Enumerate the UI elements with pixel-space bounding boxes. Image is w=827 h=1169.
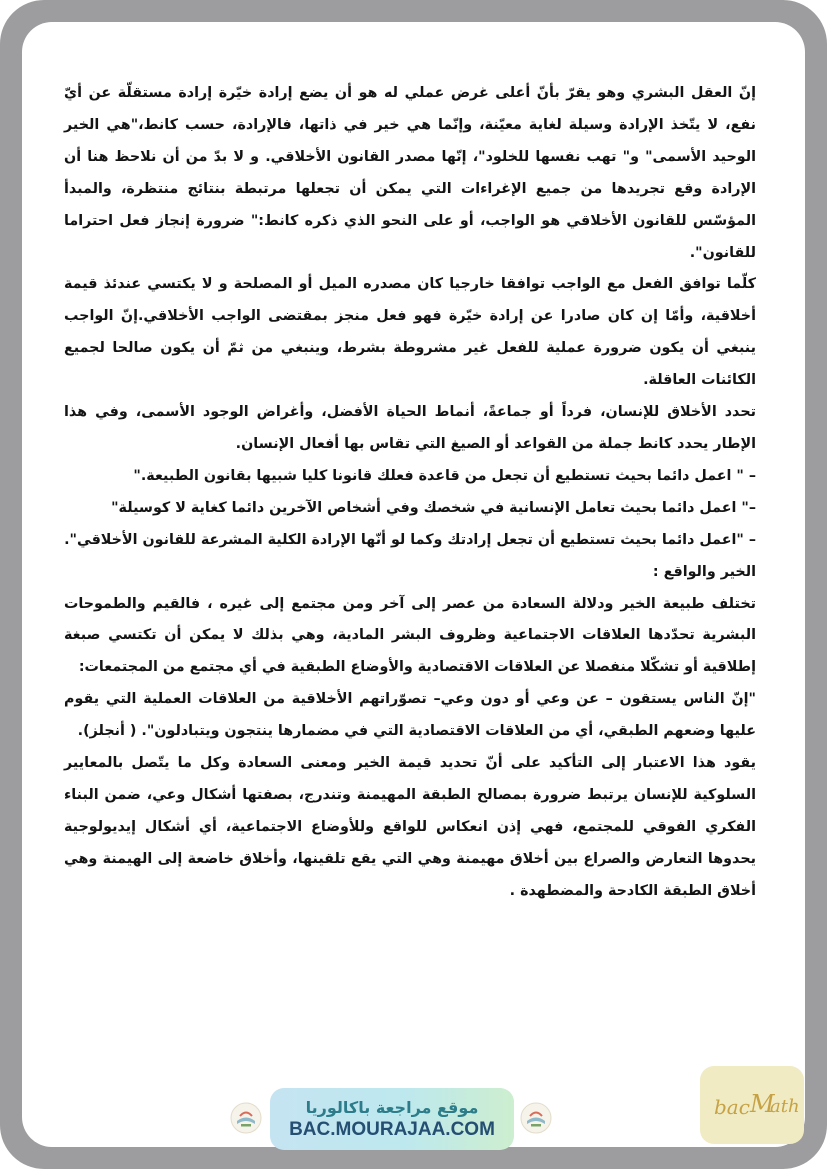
svg-text:M: M (750, 1090, 775, 1118)
site-watermark (270, 1088, 514, 1150)
paragraph-ethics-rules: تحدد الأخلاق للإنسان، فرداً أو جماعةً، أنماط الحياة الأفضل، وأغراض الوجود الأسمى، وفي هذا الإطار يحدد كانط جملة من القواعد أو الصيغ التي تقاس بها أفعال الإنسان. (64, 404, 756, 452)
paragraph-duty: كلّما توافق الفعل مع الواجب توافقا خارجيا كان مصدره الميل أو المصلحة و لا يكتسي عندئذ قيمة أخلاقية، وأمّا إن كان صادرا عن إرادة خيّرة فهو فعل منجز بمقتضى الواجب الأخلاقي.إنّ الواجب ينبغي أن يكون ضرورة عملية للفعل غير مشروطة بشرط، وينبغي من ثمّ أن يكون صالحا لجميع الكائنات العاقلة. (64, 276, 756, 389)
paragraph-conclusion: يقود هذا الاعتبار إلى التأكيد على أنّ تحديد قيمة الخير ومعنى السعادة وكل ما يتّصل بالمعايير السلوكية للإنسان يرتبط ضرورة بمصالح الطبقة المهيمنة وتندرج، بصفتها أشكال وعي، ضمن البناء الفكري الفوقي للمجتمع، فهي إذن انعكاس للواقع وللأوضاع الاجتماعية، أي أشكال إيديولوجية يحدوها التعارض والصراع بين أخلاق مهيمنة وهي التي يقع تلقينها، وأخلاق خاضعة إلى الهيمنة وهي أخلاق الطبقة الكادحة والمضطهدة . (64, 755, 756, 899)
svg-text:bac: bac (714, 1095, 750, 1119)
left-emblem-icon (230, 1102, 262, 1134)
paragraph-nature-of-good: تختلف طبيعة الخير ودلالة السعادة من عصر إلى آخر ومن مجتمع إلى غيره ، فالقيم والطموحات البشرية تحدّدها العلاقات الاجتماعية وظروف البشر المادية، وهي بذلك لا يمكن أن تكتسي صبغة إطلاقية أو تشكّلا منفصلا عن العلاقات الاقتصادية والأوضاع الطبقية في أي مجتمع من المجتمعات: (64, 595, 756, 676)
maxim-1: – " اعمل دائما بحيث تستطيع أن تجعل من قاعدة فعلك قانونا كليا شبيها بقانون الطبيعة." (133, 467, 756, 484)
document-body (64, 78, 756, 908)
watermark-arabic: موقع مراجعة باكالوريا (305, 1098, 479, 1117)
maxim-3: – "اعمل دائما بحيث تستطيع أن تجعل إرادتك وكما لو أنّها الإرادة الكلية المشرعة للقانون الأخلاقي". (64, 531, 756, 548)
maxim-2: –" اعمل دائما بحيث تعامل الإنسانية في شخصك وفي أشخاص الآخرين دائما كغاية لا كوسيلة" (111, 499, 756, 516)
paragraph-kant-good-will: إنّ العقل البشري وهو يقرّ بأنّ أعلى غرض عملي له هو أن يضع إرادة خيّرة إرادة مستقلّة عن أيّ نفع، لا يتّخذ الإرادة وسيلة لغاية معيّنة، وإنّما هي خير في ذاتها، فالإرادة، حسب كانط،"هي الخير الوحيد الأسمى" و" تهب نفسها للخلود"، إنّها مصدر القانون الأخلاقي. و لا بدّ من أن نلاحظ هنا أن الإرادة وقع تجريدها من جميع الإغراءات التي يمكن أن تجعلها مرتبطة بنتائج منتظرة، والمبدأ المؤسّس للقانون الأخلاقي هو الواجب، أو على النحو الذي ذكره كانط:" ضرورة إنجاز فعل احتراما للقانون". (64, 85, 756, 261)
right-emblem-icon (520, 1102, 552, 1134)
svg-text:ath: ath (770, 1096, 800, 1117)
quote-engels: "إنّ الناس يستقون – عن وعي أو دون وعي– تصوّراتهم الأخلاقية من العلاقات العملية التي يقوم عليها وضعهم الطبقي، أي من العلاقات الاقتصادية التي في مضمارها ينتجون ويتبادلون". ( أنجلز). (64, 691, 756, 740)
section-heading-good-and-reality: الخير والواقع : (652, 563, 756, 580)
bacmath-badge (700, 1066, 804, 1144)
watermark-url: BAC.MOURAJAA.COM (289, 1119, 495, 1140)
